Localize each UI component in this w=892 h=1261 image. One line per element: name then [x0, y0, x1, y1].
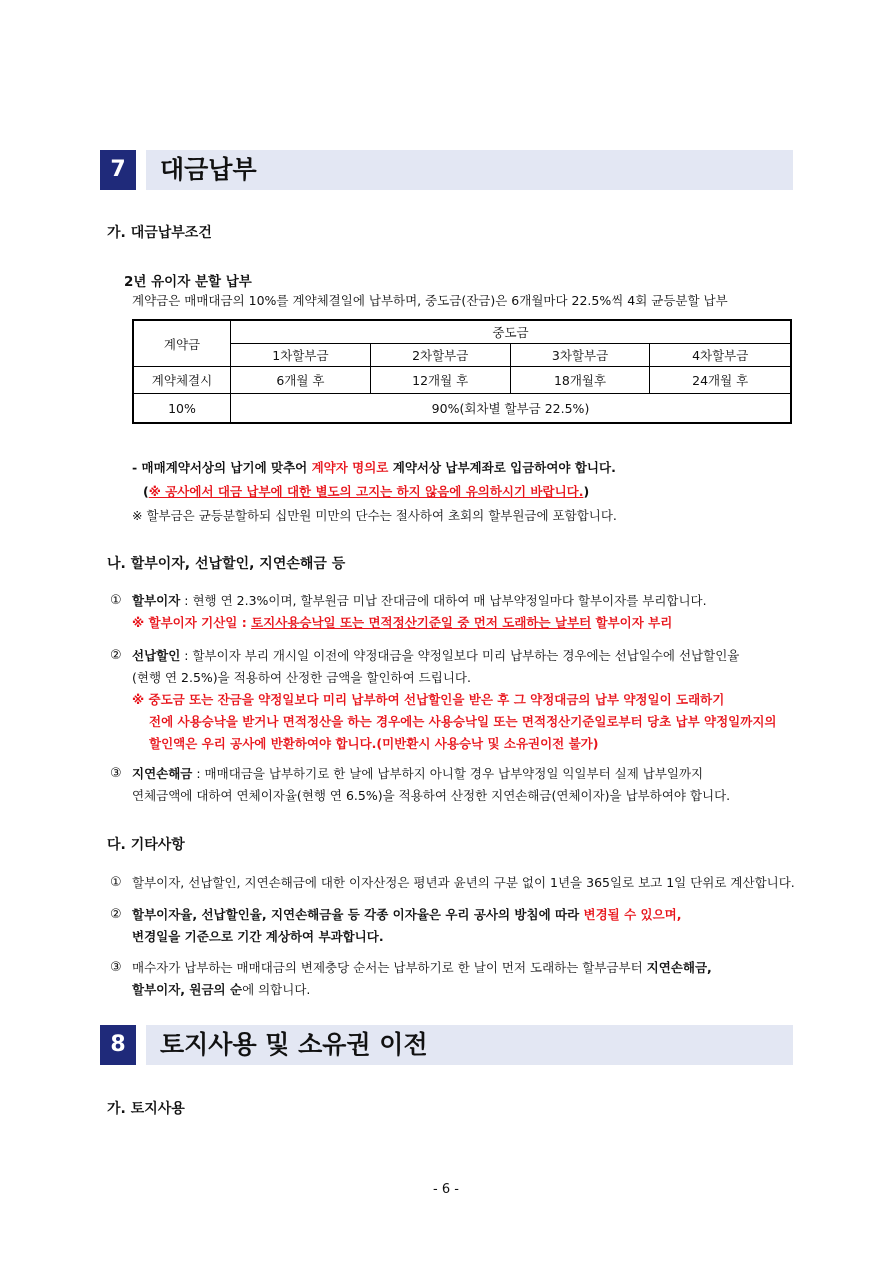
- table-header-middle: 중도금: [231, 320, 792, 344]
- paren: ): [583, 484, 590, 499]
- table-cell: 90%(회차별 할부금 22.5%): [231, 394, 792, 424]
- prepayment-discount-cont: (현행 연 2.5%)을 적용하여 산정한 금액을 할인하여 드립니다.: [132, 670, 471, 685]
- item-number: ①: [110, 875, 122, 890]
- table-cell: 4차할부금: [650, 344, 791, 367]
- table-cell: 6개월 후: [231, 367, 371, 394]
- item-text: 할부이자율, 선납할인율, 지연손해금율 등 각종 이자율은 우리 공사의 방침에 따라: [132, 907, 584, 922]
- section-7-header: [100, 150, 793, 190]
- section-number: 8: [100, 1025, 136, 1065]
- note-highlight: ※ 공사에서 대금 납부에 대한 별도의 고지는 하지 않음에 유의하시기 바랍니다.: [148, 484, 584, 499]
- item-text: 매수자가 납부하는 매매대금의 변제충당 순서는 납부하기로 한 날이 먼저 도래하는 할부금부터: [132, 960, 647, 975]
- item-text: : 매매대금을 납부하기로 한 날에 납부하지 아니할 경우 납부약정일 익일부터 실제 납부일까지: [192, 766, 704, 781]
- item-bold: 지연손해금,: [646, 960, 712, 975]
- installment-interest: [132, 591, 707, 611]
- rate-change-rule: [132, 905, 681, 925]
- refund-note-1: ※ 중도금 또는 잔금을 약정일보다 미리 납부하여 선납할인을 받은 후 그 약정대금의 납부 약정일이 도래하기: [132, 692, 725, 707]
- prepayment-discount: [132, 646, 739, 666]
- subsection-heading-8a: 가. 토지사용: [107, 1101, 185, 1117]
- item-text: 에 의합니다.: [242, 982, 311, 997]
- table-cell: 2차할부금: [370, 344, 510, 367]
- item-text: : 할부이자 부리 개시일 이전에 약정대금을 약정일보다 미리 납부하는 경우에는 선납일수에 선납할인율: [180, 648, 740, 663]
- late-fee: [132, 764, 703, 784]
- table-cell: 계약체결시: [133, 367, 231, 394]
- item-number: ②: [110, 648, 122, 663]
- note-highlight: 계약자 명의로: [311, 460, 389, 475]
- payment-method-heading: 2년 유이자 분할 납부: [124, 274, 252, 290]
- note-text: 계약서상 납부계좌로 입금하여야 합니다.: [388, 460, 616, 475]
- late-fee-cont: 연체금액에 대하여 연체이자율(현행 연 6.5%)을 적용하여 산정한 지연손해금(연체이자)을 납부하여야 합니다.: [132, 788, 731, 803]
- subsection-heading-a: 가. 대금납부조건: [107, 225, 212, 241]
- interest-calc-rule: 할부이자, 선납할인, 지연손해금에 대한 이자산정은 평년과 윤년의 구분 없이 1년을 365일로 보고 1일 단위로 계산합니다.: [132, 875, 795, 890]
- refund-note-2: 전에 사용승낙을 받거나 면적정산을 하는 경우에는 사용승낙일 또는 면적정산기준일로부터 당초 납부 약정일까지의: [149, 714, 777, 729]
- item-label: 할부이자: [132, 593, 181, 608]
- payment-order-rule: [132, 958, 712, 978]
- item-number: ①: [110, 593, 122, 608]
- table-cell: 18개월후: [510, 367, 650, 394]
- section-title-bar: [146, 150, 793, 190]
- item-number: ②: [110, 907, 122, 922]
- table-header-contract: 계약금: [133, 320, 231, 367]
- page-number: - 6 -: [433, 1182, 459, 1197]
- interest-start-note: [132, 613, 672, 633]
- note-text: ※ 할부이자 기산일 :: [132, 615, 252, 630]
- payment-schedule-table: [132, 319, 792, 424]
- table-cell: 3차할부금: [510, 344, 650, 367]
- table-cell: 1차할부금: [231, 344, 371, 367]
- note-no-notice: [143, 482, 589, 502]
- item-number: ③: [110, 960, 122, 975]
- section-title: 대금납부: [160, 155, 257, 184]
- refund-note-3: 할인액은 우리 공사에 반환하여야 합니다.(미반환시 사용승낙 및 소유권이전 불가): [149, 736, 599, 751]
- table-cell: 24개월 후: [650, 367, 791, 394]
- rate-change-rule-cont: 변경일을 기준으로 기간 계상하여 부과합니다.: [132, 929, 384, 944]
- item-label: 지연손해금: [132, 766, 193, 781]
- payment-desc: 계약금은 매매대금의 10%를 계약체결일에 납부하며, 중도금(잔금)은 6개월마다 22.5%씩 4회 균등분할 납부: [132, 293, 728, 308]
- item-text: : 현행 연 2.3%이며, 할부원금 미납 잔대금에 대하여 매 납부약정일마다 할부이자를 부리합니다.: [180, 593, 707, 608]
- note-text: 할부이자 부리: [591, 615, 673, 630]
- note-underlined: 토지사용승낙일 또는 면적정산기준일 중 먼저 도래하는 날부터: [251, 615, 592, 630]
- note-deposit: [132, 458, 616, 478]
- subsection-heading-b: 나. 할부이자, 선납할인, 지연손해금 등: [107, 556, 346, 572]
- section-8-header: [100, 1025, 793, 1065]
- section-title-bar: [146, 1025, 793, 1065]
- section-title: 토지사용 및 소유권 이전: [160, 1030, 428, 1059]
- paren: (: [143, 484, 149, 499]
- note-rounding: ※ 할부금은 균등분할하되 십만원 미만의 단수는 절사하여 초회의 할부원금에 포함합니다.: [132, 508, 617, 523]
- payment-order-rule-cont: [132, 980, 310, 1000]
- subsection-heading-c: 다. 기타사항: [107, 837, 185, 853]
- table-cell: 10%: [133, 394, 231, 424]
- item-number: ③: [110, 766, 122, 781]
- section-number: 7: [100, 150, 136, 190]
- item-bold: 할부이자, 원금의 순: [132, 982, 243, 997]
- item-highlight: 변경될 수 있으며,: [583, 907, 682, 922]
- table-cell: 12개월 후: [370, 367, 510, 394]
- note-text: - 매매계약서상의 납기에 맞추어: [132, 460, 312, 475]
- item-label: 선납할인: [132, 648, 181, 663]
